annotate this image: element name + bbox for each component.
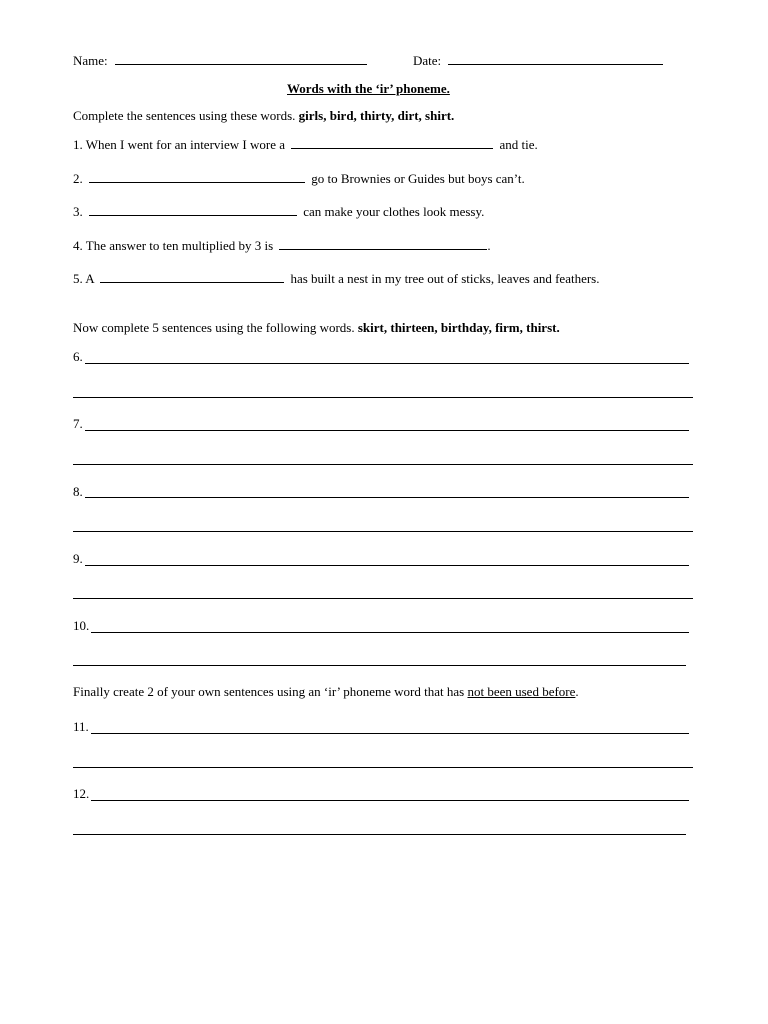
part1-intro: Complete the sentences using these words. — [73, 108, 296, 123]
part2-instructions — [73, 320, 560, 336]
question-3-blank[interactable] — [89, 203, 297, 216]
part3-instructions — [73, 684, 579, 700]
part3-underlined: not been used before — [467, 684, 576, 699]
question-4 — [73, 237, 491, 254]
question-1-text: 1. When I went for an interview I wore a — [73, 137, 286, 152]
answer-12-line[interactable] — [91, 800, 689, 801]
part3-end: . — [575, 684, 579, 699]
answer-11-number: 11. — [73, 719, 89, 734]
question-2-blank[interactable] — [89, 170, 305, 183]
question-3-number: 3. — [73, 204, 83, 219]
answer-11-line[interactable] — [91, 733, 689, 734]
answer-8-line-2[interactable] — [73, 531, 693, 532]
part1-words: girls, bird, thirty, dirt, shirt. — [298, 108, 455, 123]
answer-6-line[interactable] — [85, 363, 689, 364]
question-1-blank[interactable] — [291, 136, 493, 149]
question-5-blank[interactable] — [100, 270, 284, 283]
answer-7-line-2[interactable] — [73, 464, 693, 465]
answer-6-number: 6. — [73, 349, 83, 364]
answer-6-line-2[interactable] — [73, 397, 693, 398]
answer-8-number: 8. — [73, 484, 83, 499]
date-row — [413, 52, 663, 69]
question-3-text: can make your clothes look messy. — [303, 204, 485, 219]
question-2 — [73, 170, 525, 187]
question-5-number: 5. A — [73, 271, 94, 286]
question-4-blank[interactable] — [279, 237, 487, 250]
page-title: Words with the ‘ir’ phoneme. — [287, 81, 450, 96]
question-4-end: . — [487, 238, 491, 253]
answer-11-line-2[interactable] — [73, 767, 693, 768]
question-3 — [73, 203, 484, 220]
question-2-number: 2. — [73, 171, 83, 186]
answer-8-line[interactable] — [85, 497, 689, 498]
answer-9-number: 9. — [73, 551, 83, 566]
answer-10-line[interactable] — [91, 632, 689, 633]
question-1-end: and tie. — [499, 137, 538, 152]
question-1 — [73, 136, 538, 153]
question-5-text: has built a nest in my tree out of sticks, leaves and feathers. — [290, 271, 600, 286]
date-field[interactable] — [448, 52, 663, 65]
answer-10-number: 10. — [73, 618, 90, 633]
date-label: Date: — [413, 53, 442, 68]
name-label: Name: — [73, 53, 108, 68]
answer-12-line-2[interactable] — [73, 834, 686, 835]
question-4-text: 4. The answer to ten multiplied by 3 is — [73, 238, 274, 253]
answer-7-line[interactable] — [85, 430, 689, 431]
answer-10-line-2[interactable] — [73, 665, 686, 666]
part2-intro: Now complete 5 sentences using the following words. — [73, 320, 355, 335]
name-row — [73, 52, 367, 69]
question-5 — [73, 270, 600, 287]
part3-intro: Finally create 2 of your own sentences using an ‘ir’ phoneme word that has — [73, 684, 465, 699]
answer-9-line[interactable] — [85, 565, 689, 566]
part1-instructions — [73, 108, 454, 124]
question-2-text: go to Brownies or Guides but boys can’t. — [311, 171, 525, 186]
answer-12-number: 12. — [73, 786, 90, 801]
answer-9-line-2[interactable] — [73, 598, 693, 599]
part2-words: skirt, thirteen, birthday, firm, thirst. — [357, 320, 560, 335]
answer-7-number: 7. — [73, 416, 83, 431]
name-field[interactable] — [115, 52, 367, 65]
